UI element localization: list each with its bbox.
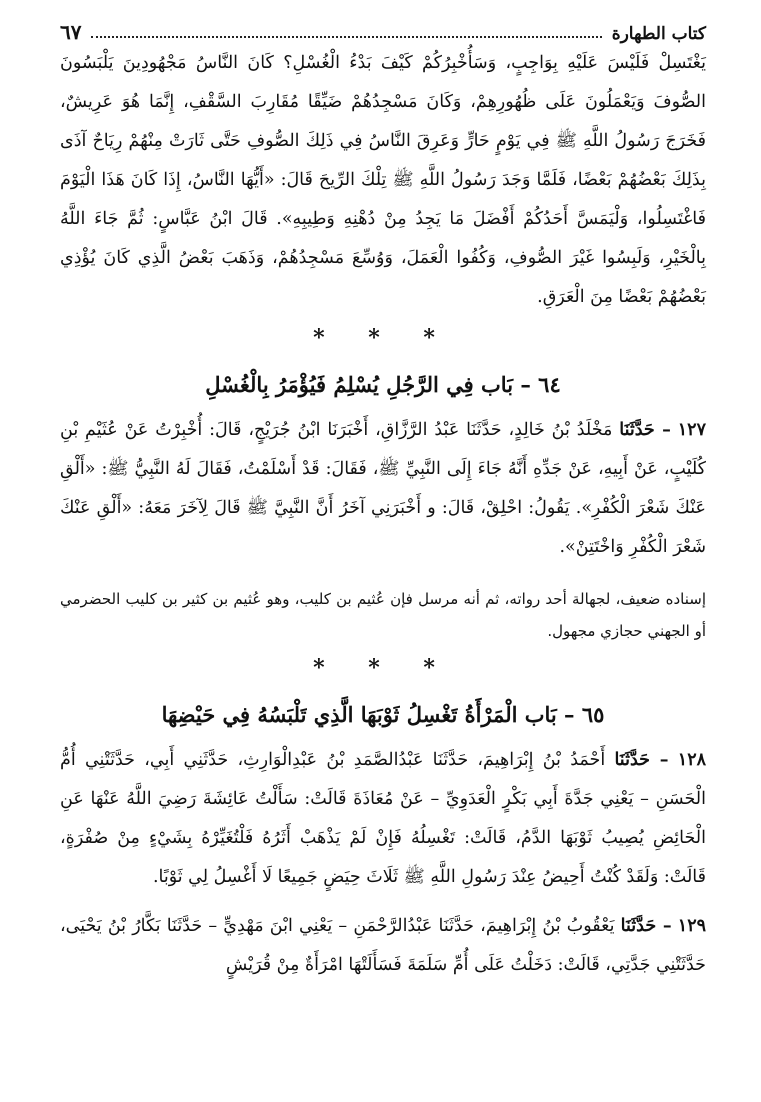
section-separator: * * * bbox=[313, 325, 453, 351]
book-page bbox=[60, 14, 706, 985]
header-dot-leader bbox=[91, 36, 601, 38]
hadith-127-lead: – حَدَّثَنَا bbox=[619, 420, 671, 440]
chapter-64-title: ٦٤ – بَاب فِي الرَّجُلِ يُسْلِمُ فَيُؤْمَرُ بِالْغُسْلِ bbox=[205, 372, 561, 397]
hadith-128-text: أَحْمَدُ بْنُ إِبْرَاهِيمَ، حَدَّثَنَا عَبْدُالصَّمَدِ بْنُ عَبْدِالْوَارِثِ، حَدَّثَنِي أَبِي، حَدَّثَتْنِي أُمُّ الْحَسَنِ – يَعْنِي جَدَّةَ أَبِي بَكْرٍ الْعَدَوِيِّ – عَنْ مُعَاذَةَ قَالَتْ: سَأَلْتُ عَائِشَةَ رَضِيَ اللَّهُ عَنْهَا عَنِ الْحَائِضِ يُصِيبُ ثَوْبَهَا الدَّمُ، قَالَتْ: تَغْسِلُهُ فَإِنْ لَمْ يَذْهَبْ أَثَرُهُ فَلْتُغَيِّرْهُ بِشَيْءٍ مِنْ صُفْرَةٍ، قَالَتْ: وَلَقَدْ كُنْتُ أَحِيضُ عِنْدَ رَسُولِ اللَّهِ ﷺ ثَلَاثَ حِيَضٍ جَمِيعًا لَا أَغْسِلُ لِي ثَوْبًا. bbox=[60, 750, 706, 887]
section-separator-2: * * * bbox=[313, 655, 453, 681]
hadith-127-number: ١٢٧ bbox=[677, 420, 706, 440]
hadith-129 bbox=[60, 907, 706, 985]
hadith-128 bbox=[60, 741, 706, 897]
hadith-129-number: ١٢٩ bbox=[677, 916, 706, 936]
hadith-128-number: ١٢٨ bbox=[677, 750, 706, 770]
hadith-128-lead: – حَدَّثَنَا bbox=[614, 750, 669, 770]
book-title: كتاب الطهارة bbox=[611, 24, 706, 44]
chapter-65-title: ٦٥ – بَاب الْمَرْأَةُ تَغْسِلُ ثَوْبَهَا الَّذِي تَلْبَسُهُ فِي حَيْضِهَا bbox=[161, 702, 605, 727]
running-header bbox=[60, 14, 706, 44]
page-number: ٦٧ bbox=[60, 20, 82, 44]
top-passage: يَغْتَسِلْ فَلَيْسَ عَلَيْهِ بِوَاجِبٍ، وَسَأُخْبِرُكُمْ كَيْفَ بَدْءُ الْغُسْلِ؟ كَانَ النَّاسُ مَجْهُودِينَ يَلْبَسُونَ الصُّوفَ وَيَعْمَلُونَ عَلَى ظُهُورِهِمْ، وَكَانَ مَسْجِدُهُمْ ضَيِّقًا مُقَارِبَ السَّقْفِ، إِنَّمَا هُوَ عَرِيشٌ، فَخَرَجَ رَسُولُ اللَّهِ ﷺ فِي يَوْمٍ حَارٍّ وَعَرِقَ النَّاسُ فِي ذَلِكَ الصُّوفِ حَتَّى ثَارَتْ مِنْهُمْ رِيَاحٌ آذَى بِذَلِكَ بَعْضُهُمْ بَعْضًا، فَلَمَّا وَجَدَ رَسُولُ اللَّهِ ﷺ تِلْكَ الرِّيحَ قَالَ: «أَيُّهَا النَّاسُ، إِذَا كَانَ هَذَا الْيَوْمَ فَاغْتَسِلُوا، وَلْيَمَسَّ أَحَدُكُمْ أَفْضَلَ مَا يَجِدُ مِنْ دُهْنِهِ وَطِيبِهِ». قَالَ ابْنُ عَبَّاسٍ: ثُمَّ جَاءَ اللَّهُ بِالْخَيْرِ، وَلَبِسُوا غَيْرَ الصُّوفِ، وَكُفُوا الْعَمَلَ، وَوُسِّعَ مَسْجِدُهُمْ، وَذَهَبَ بَعْضُ الَّذِي كَانَ يُؤْذِي بَعْضُهُمْ بَعْضًا مِنَ الْعَرَقِ. bbox=[60, 53, 706, 307]
grading-note: إسناده ضعيف، لجهالة أحد رواته، ثم أنه مرسل فإن عُثيم بن كليب، وهو عُثيم بن كثير بن كليب الحضرمي أو الجهني حجازي مجهول. bbox=[60, 590, 706, 640]
hadith-127-text: مَخْلَدُ بْنُ خَالِدٍ، حَدَّثَنَا عَبْدُ الرَّزَّاقِ، أَخْبَرَنَا ابْنُ جُرَيْجٍ، قَالَ: أُخْبِرْتُ عَنْ عُثَيْمِ بْنِ كُلَيْبٍ، عَنْ أَبِيهِ، عَنْ جَدِّهِ أَنَّهُ جَاءَ إِلَى النَّبِيِّ ﷺ، فَقَالَ: قَدْ أَسْلَمْتُ، فَقَالَ لَهُ النَّبِيُّ ﷺ: «أَلْقِ عَنْكَ شَعْرَ الْكُفْرِ». يَقُولُ: احْلِقْ، قَالَ: و أَخْبَرَنِي آخَرُ أَنَّ النَّبِيَّ ﷺ قَالَ لِآخَرَ مَعَهُ: «أَلْقِ عَنْكَ شَعْرَ الْكُفْرِ وَاخْتَتِنْ». bbox=[60, 420, 706, 557]
hadith-129-lead: – حَدَّثَنَا bbox=[620, 916, 672, 936]
hadith-129-text: يَعْقُوبُ بْنُ إِبْرَاهِيمَ، حَدَّثَنَا عَبْدُالرَّحْمَنِ – يَعْنِي ابْنَ مَهْدِيٍّ – حَدَّثَنَا بَكَّارُ بْنُ يَحْيَى، حَدَّثَتْنِي جَدَّتِي، قَالَتْ: دَخَلْتُ عَلَى أُمِّ سَلَمَةَ فَسَأَلَتْهَا امْرَأَةٌ مِنْ قُرَيْشٍ bbox=[60, 916, 706, 975]
hadith-127 bbox=[60, 411, 706, 567]
